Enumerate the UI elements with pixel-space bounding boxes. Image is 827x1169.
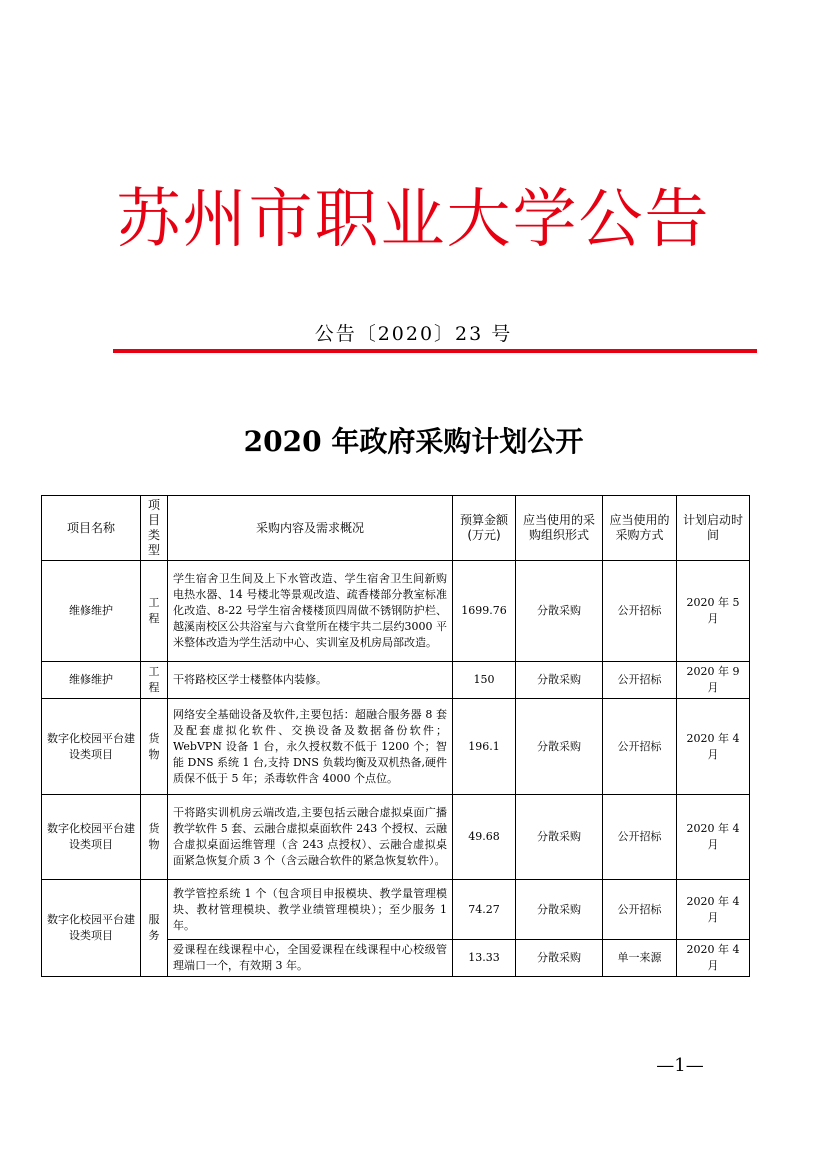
cell-budget: 1699.76: [453, 561, 516, 662]
header-org-form: 应当使用的采购组织形式: [516, 496, 603, 561]
cell-project-name: 数字化校园平台建设类项目: [42, 795, 141, 880]
cell-org-form: 分散采购: [516, 880, 603, 940]
cell-project-name: 数字化校园平台建设类项目: [42, 699, 141, 795]
header-budget: 预算金额(万元): [453, 496, 516, 561]
header-content: 采购内容及需求概况: [168, 496, 453, 561]
table-row: [42, 561, 750, 662]
table-row: [42, 880, 750, 940]
cell-project-type: 工程: [141, 662, 168, 699]
cell-content: 学生宿舍卫生间及上下水管改造、学生宿舍卫生间新购电热水器、14 号楼北等景观改造、疏香楼部分教室标准化改造、8-22 号学生宿舍楼楼顶四周做不锈钢防护栏、越溪南校区公共浴室与六食堂所在楼宇共二层约3000 平米整体改造为学生活动中心、实训室及机房局部改造。: [168, 561, 453, 662]
cell-project-name: 数字化校园平台建设类项目: [42, 880, 141, 977]
cell-start-time: 2020 年 4 月: [677, 699, 750, 795]
page-title: 2020 年政府采购计划公开: [243, 425, 584, 458]
table-row: [42, 699, 750, 795]
cell-start-time: 2020 年 4 月: [677, 940, 750, 977]
header-method: 应当使用的采购方式: [603, 496, 677, 561]
procurement-plan-table: [41, 495, 750, 977]
document-number: 公告〔2020〕23 号: [314, 323, 513, 345]
cell-project-type: 货物: [141, 795, 168, 880]
cell-method: 公开招标: [603, 795, 677, 880]
header-project-type: 项目类型: [141, 496, 168, 561]
cell-content: 爱课程在线课程中心，全国爱课程在线课程中心校级管理端口一个，有效期 3 年。: [168, 940, 453, 977]
cell-start-time: 2020 年 4 月: [677, 880, 750, 940]
cell-start-time: 2020 年 9 月: [677, 662, 750, 699]
cell-budget: 74.27: [453, 880, 516, 940]
cell-org-form: 分散采购: [516, 561, 603, 662]
cell-budget: 150: [453, 662, 516, 699]
cell-method: 公开招标: [603, 561, 677, 662]
cell-method: 公开招标: [603, 662, 677, 699]
cell-project-type: 货物: [141, 699, 168, 795]
header-project-name: 项目名称: [42, 496, 141, 561]
cell-method: 公开招标: [603, 880, 677, 940]
cell-budget: 49.68: [453, 795, 516, 880]
cell-project-name: 维修维护: [42, 662, 141, 699]
cell-budget: 196.1: [453, 699, 516, 795]
cell-content: 教学管控系统 1 个（包含项目申报模块、教学量管理模块、教材管理模块、教学业绩管理模块）；至少服务 1 年。: [168, 880, 453, 940]
cell-org-form: 分散采购: [516, 662, 603, 699]
red-divider: [113, 349, 757, 353]
cell-project-name: 维修维护: [42, 561, 141, 662]
page-number: —1—: [656, 1055, 704, 1076]
cell-start-time: 2020 年 5 月: [677, 561, 750, 662]
cell-org-form: 分散采购: [516, 940, 603, 977]
cell-budget: 13.33: [453, 940, 516, 977]
masthead-title: 苏州市职业大学公告: [116, 183, 711, 257]
header-start-time: 计划启动时间: [677, 496, 750, 561]
table-row: [42, 795, 750, 880]
cell-content: 干将路实训机房云端改造,主要包括云融合虚拟桌面广播教学软件 5 套、云融合虚拟桌面软件 243 个授权、云融合虚拟桌面运维管理（含 243 点授权）、云融合虚拟桌面紧急恢复介质 3 个（含云融合软件的紧急恢复软件）。: [168, 795, 453, 880]
cell-content: 网络安全基础设备及软件,主要包括：超融合服务器 8 套及配套虚拟化软件、交换设备及数据备份软件；WebVPN 设备 1 台，永久授权数不低于 1200 个；智能 DNS 系统 1 台,支持 DNS 负载均衡及双机热备,硬件质保不低于 5 年；杀毒软件含 4000 个点位。: [168, 699, 453, 795]
cell-project-type: 服务: [141, 880, 168, 977]
cell-org-form: 分散采购: [516, 699, 603, 795]
cell-content: 干将路校区学士楼整体内装修。: [168, 662, 453, 699]
table-row: [42, 662, 750, 699]
cell-start-time: 2020 年 4 月: [677, 795, 750, 880]
table-header-row: [42, 496, 750, 561]
cell-method: 单一来源: [603, 940, 677, 977]
cell-org-form: 分散采购: [516, 795, 603, 880]
cell-project-type: 工程: [141, 561, 168, 662]
cell-method: 公开招标: [603, 699, 677, 795]
